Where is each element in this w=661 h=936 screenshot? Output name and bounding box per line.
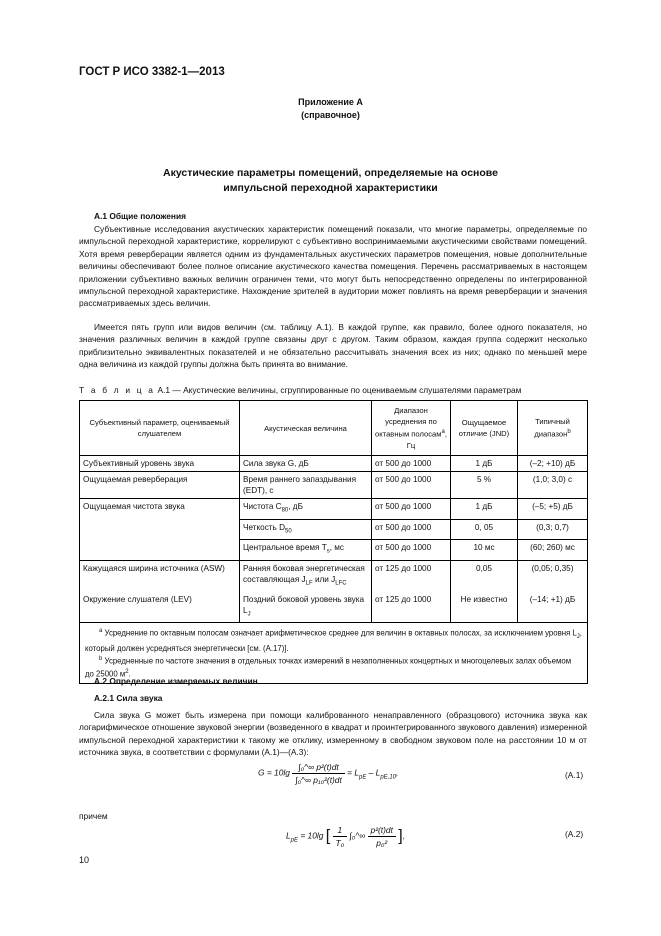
section-a1-heading: А.1 Общие положения bbox=[94, 211, 187, 221]
cell-jnd: 5 % bbox=[451, 472, 518, 499]
formula-a1-lhs: G = 10lg bbox=[258, 767, 290, 778]
qty-text: Центральное время T bbox=[243, 543, 327, 553]
table-row bbox=[80, 499, 588, 520]
footnote-b: $^b$ Усредненные по частоте значения в отдельных точках измерений в незаполненных концертных и многоцелевых залах объемом до 25000 $м^2$. bbox=[85, 656, 572, 679]
formula-a2-frac2-num: p²(t)dt bbox=[368, 825, 396, 837]
formula-a1-rhs: = L bbox=[347, 767, 360, 778]
formula-a2-end: , bbox=[402, 830, 406, 841]
cell-typical: (1,0; 3,0) с bbox=[518, 472, 588, 499]
section-a2-heading: А.2 Определение измеряемых величин bbox=[94, 676, 258, 686]
formula-a2 bbox=[286, 825, 405, 848]
table-caption bbox=[79, 385, 521, 395]
cell-typical: (–5; +5) дБ bbox=[518, 499, 588, 520]
header-range: Диапазон усреднения по октавным полосам$^а$, Гц bbox=[372, 401, 451, 456]
doc-title bbox=[0, 166, 661, 196]
qty-sub: 50 bbox=[285, 528, 292, 535]
cell-typical: (60; 260) мс bbox=[518, 540, 588, 561]
qty-sub: 80 bbox=[281, 507, 289, 514]
footnote-a: $^а$ Усреднение по октавным полосам означает арифметическое среднее для величин в октавных полосах, за исключением уровня $L_J$, который должен усредняться энергетически [см. (А.17)]. bbox=[85, 628, 582, 654]
table-caption-text: А.1 — Акустические величины, сгруппированные по оцениваемым слушателями параметрам bbox=[155, 385, 522, 395]
formula-a2-frac2-den: p₀² bbox=[376, 838, 388, 848]
cell-range: от 500 до 1000 bbox=[372, 540, 451, 561]
formula-a2-eq: = 10lg bbox=[298, 830, 324, 841]
cell-typical: (–2; +10) дБ bbox=[518, 456, 588, 472]
doc-title-line-1: Акустические параметры помещений, определяемые на основе bbox=[163, 167, 498, 179]
cell-quantity bbox=[240, 519, 372, 540]
bracket-left: [ bbox=[325, 827, 331, 845]
qty-unit: , дБ bbox=[288, 502, 303, 511]
cell-range: от 500 до 1000 bbox=[372, 499, 451, 520]
cell-typical: (0,05; 0,35) bbox=[518, 560, 588, 591]
cell-jnd: 10 мс bbox=[451, 540, 518, 561]
table-row bbox=[80, 540, 588, 561]
qty-tail: или J bbox=[312, 574, 336, 584]
cell-jnd: 0, 05 bbox=[451, 519, 518, 540]
footnotes-cell bbox=[80, 623, 588, 683]
footnote-a-tail: , который должен усредняться энергетически [см. (А.17)]. bbox=[85, 628, 582, 654]
bracket-right: ] bbox=[398, 827, 403, 845]
formula-a2-integral: ∫₀^∞ bbox=[349, 830, 366, 841]
cell-range: от 500 до 1000 bbox=[372, 519, 451, 540]
appendix-title: Приложение А bbox=[298, 97, 363, 107]
table-footnotes bbox=[80, 623, 588, 683]
section-a21-paragraph bbox=[79, 709, 587, 759]
table-caption-prefix: Т а б л и ц а bbox=[79, 385, 156, 395]
cell-typical: (–14; +1) дБ bbox=[518, 592, 588, 623]
table-row bbox=[80, 456, 588, 472]
cell-quantity: Сила звука G, дБ bbox=[240, 456, 372, 472]
cell-param-empty bbox=[80, 519, 240, 540]
table-row bbox=[80, 592, 588, 623]
formula-a1-numerator: ∫₀^∞ p²(t)dt bbox=[292, 762, 345, 774]
cell-typical: (0,3; 0,7) bbox=[518, 519, 588, 540]
qty-sub2: LFC bbox=[335, 580, 347, 587]
qty-text: Четкость D bbox=[243, 522, 286, 532]
formula-a1 bbox=[258, 762, 398, 785]
header-typical-text: Типичный диапазон bbox=[534, 417, 570, 439]
qty-sub: s bbox=[326, 548, 330, 555]
cell-quantity bbox=[240, 540, 372, 561]
formula-a2-frac1-num: 1 bbox=[333, 825, 348, 837]
cell-jnd: Не известно bbox=[451, 592, 518, 623]
footnote-b-tail: . bbox=[128, 669, 131, 679]
cell-jnd: 1 дБ bbox=[451, 456, 518, 472]
cell-param: Ощущаемая реверберация bbox=[80, 472, 240, 499]
cell-param-empty bbox=[80, 540, 240, 561]
cell-quantity bbox=[240, 499, 372, 520]
appendix-heading bbox=[0, 96, 661, 122]
formula-a1-sub1: pE bbox=[359, 774, 367, 781]
formula-a1-end: , bbox=[396, 767, 399, 778]
header-range-text: Диапазон усреднения по октавным полосам bbox=[375, 406, 442, 439]
qty-sub: LF bbox=[305, 580, 313, 587]
formula-a2-fraction1 bbox=[333, 825, 348, 848]
header-param: Субъективный параметр, оцениваемый слушателем bbox=[80, 401, 240, 456]
page-number: 10 bbox=[79, 855, 90, 865]
qty-unit: , мс bbox=[329, 543, 345, 553]
qty-text: Ранняя боковая энергетическая составляющая J bbox=[243, 563, 365, 584]
paragraph-text: Имеется пять групп или видов величин (см. таблицу А.1). В каждой группе, как правило, более одного показателя, но значения различных величин в каждой группе связаны друг с другом. Таким образом, каждая группа содержит несколько приблизительно эквивалентных показателей и не обязательно рассчитывать значения всех из них; однако по меньшей мере одна величина из каждой группы должна быть принята во внимание. bbox=[79, 322, 587, 370]
cell-range: от 500 до 1000 bbox=[372, 472, 451, 499]
header-range-suffix: , Гц bbox=[406, 429, 447, 450]
cell-param: Субъективный уровень звука bbox=[80, 456, 240, 472]
cell-param: Окружение слушателя (LEV) bbox=[80, 592, 240, 623]
cell-range: от 125 до 1000 bbox=[372, 592, 451, 623]
formula-a1-denominator: ∫₀^∞ p₁₀²(t)dt bbox=[295, 775, 342, 785]
section-a1-paragraph-1 bbox=[79, 223, 587, 310]
formula-a2-fraction2 bbox=[368, 825, 396, 848]
where-word: причем bbox=[79, 811, 108, 821]
doc-title-line-2: импульсной переходной характеристики bbox=[223, 182, 438, 194]
cell-range: от 125 до 1000 bbox=[372, 560, 451, 591]
qty-text: Чистота C bbox=[243, 502, 282, 511]
formula-a2-label: (А.2) bbox=[565, 829, 584, 839]
cell-jnd: 1 дБ bbox=[451, 499, 518, 520]
formula-a1-label: (А.1) bbox=[565, 770, 584, 780]
formula-a1-sub2: pE,10 bbox=[380, 774, 397, 781]
cell-param: Кажущаяся ширина источника (ASW) bbox=[80, 560, 240, 591]
footnote-a-text: Усреднение по октавным полосам означает арифметическое среднее для величин в октавных полосах, за исключением уровня L bbox=[104, 628, 577, 638]
table-row bbox=[80, 519, 588, 540]
cell-jnd: 0,05 bbox=[451, 560, 518, 591]
qty-text: Поздний боковой уровень звука L bbox=[243, 594, 365, 615]
formula-a2-lhs: L bbox=[286, 830, 291, 841]
section-a1-paragraph-2 bbox=[79, 321, 587, 371]
cell-quantity: Время раннего запаздывания (EDT), с bbox=[240, 472, 372, 499]
paragraph-text: Сила звука G может быть измерена при помощи калиброванного ненаправленного (образцового) источника звука как логарифмическое отношение звуковой энергии (возведенного в квадрат и проинтегрированного звукового давления) измеренной импульсной переходной характеристики к такому же отклику, измеренному в свободном звуковом поле на расстоянии 10 м от источника звука, в соответствии с формулами (А.1)—(А.3): bbox=[79, 710, 587, 758]
table-header-row bbox=[80, 401, 588, 456]
qty-sub: J bbox=[247, 611, 251, 618]
footnote-b-text: Усредненные по частоте значения в отдельных точках измерений в незаполненных концертных и многоцелевых залах объемом до 25000 м bbox=[85, 656, 572, 679]
section-a21-heading: А.2.1 Сила звука bbox=[94, 693, 163, 703]
table-row bbox=[80, 560, 588, 591]
header-typical: Типичный диапазон$^b$ bbox=[518, 401, 588, 456]
formula-a1-fraction bbox=[292, 762, 345, 785]
formula-a2-frac1-den: T₀ bbox=[335, 838, 345, 848]
appendix-subtitle: (справочное) bbox=[301, 110, 360, 120]
header-quantity: Акустическая величина bbox=[240, 401, 372, 456]
cell-quantity bbox=[240, 560, 372, 591]
acoustic-quantities-table bbox=[79, 400, 588, 684]
cell-quantity bbox=[240, 592, 372, 623]
header-jnd: Ощущаемое отличие (JND) bbox=[451, 401, 518, 456]
footnote-a-sub: J bbox=[576, 634, 580, 641]
formula-a2-lhs-sub: pE bbox=[290, 837, 299, 844]
cell-range: от 500 до 1000 bbox=[372, 456, 451, 472]
table-row bbox=[80, 472, 588, 499]
paragraph-text: Субъективные исследования акустических характеристик помещений показали, что многие параметры, определяемые по импульсной переходной характеристике, коррелируют с субъективно воспринимаемыми акустическими свойствами помещений. Хотя время реверберации является одним из фундаментальных акустических параметров помещения, новые дополнительные величины обеспечивают более полное описание акустического качества помещения. Перечень рассматриваемых в настоящем приложении субъективно важных величин ограничен теми, что могут быть непосредственно определены по интегрированной импульсной переходной характеристике. Нахождение зрителей в аудитории может повлиять на время реверберации и значения рассматриваемых здесь величин. bbox=[79, 224, 587, 309]
footnote-b-sup: 2 bbox=[125, 668, 129, 675]
document-header: ГОСТ Р ИСО 3382-1—2013 bbox=[79, 66, 225, 78]
formula-a1-mid: – L bbox=[366, 767, 381, 778]
cell-param: Ощущаемая чистота звука bbox=[80, 499, 240, 520]
